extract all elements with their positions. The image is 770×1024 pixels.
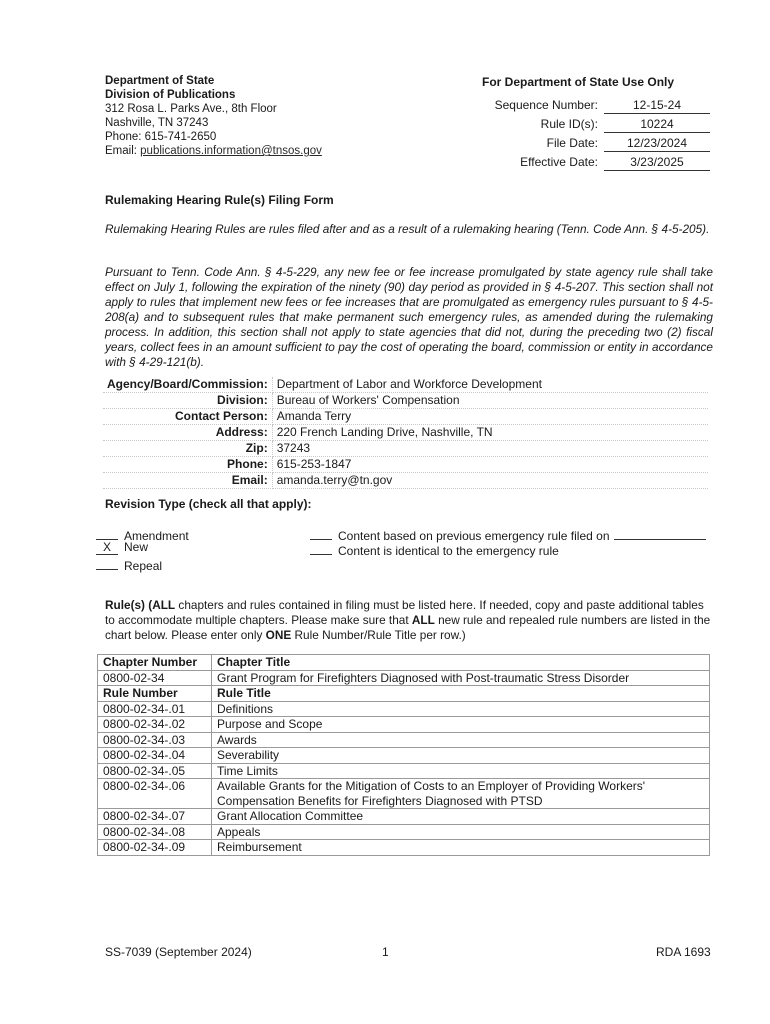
chapter-title-header: Chapter Title xyxy=(212,655,710,671)
address-value[interactable]: 220 French Landing Drive, Nashville, TN xyxy=(272,425,708,441)
email-value[interactable]: amanda.terry@tn.gov xyxy=(272,473,708,489)
repeal-label: Repeal xyxy=(124,559,163,573)
zip-value[interactable]: 37243 xyxy=(272,441,708,457)
sequence-number-field xyxy=(470,98,710,116)
dept-email-link[interactable]: publications.information@tnsos.gov xyxy=(140,145,322,157)
chapter-row xyxy=(98,670,710,686)
effective-date-field xyxy=(470,155,710,173)
rules-intro-p3: chapters and rules contained in filing must be listed here. If needed, copy and paste additional tables to accommodate multiple chapters. Please make sure that xyxy=(105,598,704,627)
rule-number-cell[interactable]: 0800-02-34-.07 xyxy=(98,809,212,825)
table-row xyxy=(98,840,710,856)
file-date-field xyxy=(470,136,710,154)
rule-title-cell[interactable]: Awards xyxy=(212,732,710,748)
table-row xyxy=(98,717,710,733)
agency-info-table xyxy=(103,377,708,489)
new-label: New xyxy=(124,540,149,554)
phone-value[interactable]: 615-253-1847 xyxy=(272,457,708,473)
footer-page-number: 1 xyxy=(382,945,389,959)
rule-title-cell[interactable]: Appeals xyxy=(212,824,710,840)
dept-address-line1: 312 Rosa L. Parks Ave., 8th Floor xyxy=(105,103,277,115)
previous-emergency-checkbox[interactable] xyxy=(310,525,332,540)
rules-table xyxy=(97,654,710,856)
rule-number-cell[interactable]: 0800-02-34-.02 xyxy=(98,717,212,733)
revision-previous-emergency[interactable] xyxy=(310,525,706,543)
file-date-label: File Date: xyxy=(546,136,598,150)
rule-header-row xyxy=(98,686,710,702)
effective-date-value[interactable]: 3/23/2025 xyxy=(604,155,710,171)
use-only-title: For Department of State Use Only xyxy=(482,75,675,89)
phone-row xyxy=(103,457,708,473)
agency-label: Agency/Board/Commission: xyxy=(103,377,272,393)
revision-repeal[interactable] xyxy=(96,555,163,573)
emergency-filed-date-blank[interactable] xyxy=(614,526,706,540)
email-label: Email: xyxy=(103,473,272,489)
rules-intro-p5: new rule and repealed rule numbers are listed in the chart below. Please enter only xyxy=(105,613,711,642)
chapter-title-cell[interactable]: Grant Program for Firefighters Diagnosed with Post-traumatic Stress Disorder xyxy=(212,670,710,686)
rule-title-cell[interactable]: Severability xyxy=(212,748,710,764)
rules-intro-all1: ALL xyxy=(152,598,176,612)
rules-intro-one: ONE xyxy=(265,628,292,642)
table-row xyxy=(98,779,710,809)
rule-id-value[interactable]: 10224 xyxy=(604,117,710,133)
rule-title-cell[interactable]: Purpose and Scope xyxy=(212,717,710,733)
phone-label: Phone: xyxy=(103,457,272,473)
identical-emergency-label: Content is identical to the emergency rule xyxy=(338,544,559,558)
dept-email-label: Email: xyxy=(105,145,141,157)
table-row xyxy=(98,824,710,840)
file-date-value[interactable]: 12/23/2024 xyxy=(604,136,710,152)
division-label: Division: xyxy=(103,393,272,409)
table-row xyxy=(98,701,710,717)
agency-row xyxy=(103,377,708,393)
new-checkbox[interactable]: X xyxy=(96,540,118,555)
email-row xyxy=(103,473,708,489)
division-value[interactable]: Bureau of Workers' Compensation xyxy=(272,393,708,409)
dept-phone: Phone: 615-741-2650 xyxy=(105,131,217,143)
division-row xyxy=(103,393,708,409)
rules-intro-paragraph xyxy=(105,598,713,643)
rule-title-header: Rule Title xyxy=(212,686,710,702)
rule-title-cell[interactable]: Available Grants for the Mitigation of Costs to an Employer of Providing Workers' Compensation Benefits for Firefighters Diagnosed with PTSD xyxy=(212,779,710,809)
table-row xyxy=(98,748,710,764)
dept-name: Department of State xyxy=(105,75,215,87)
footer-form-id: SS-7039 (September 2024) xyxy=(105,945,252,959)
rule-number-header: Rule Number xyxy=(98,686,212,702)
dept-address-line2: Nashville, TN 37243 xyxy=(105,117,209,129)
address-row xyxy=(103,425,708,441)
rule-title-cell[interactable]: Reimbursement xyxy=(212,840,710,856)
agency-value[interactable]: Department of Labor and Workforce Development xyxy=(272,377,708,393)
chapter-number-header: Chapter Number xyxy=(98,655,212,671)
contact-value[interactable]: Amanda Terry xyxy=(272,409,708,425)
identical-emergency-checkbox[interactable] xyxy=(310,540,332,555)
table-row xyxy=(98,763,710,779)
rule-number-cell[interactable]: 0800-02-34-.03 xyxy=(98,732,212,748)
contact-row xyxy=(103,409,708,425)
revision-amendment[interactable] xyxy=(96,525,189,543)
rule-title-cell[interactable]: Definitions xyxy=(212,701,710,717)
zip-label: Zip: xyxy=(103,441,272,457)
table-row xyxy=(98,809,710,825)
rules-intro-p1: Rule(s) ( xyxy=(105,598,153,612)
intro-paragraph: Rulemaking Hearing Rules are rules filed after and as a result of a rulemaking hearing (Tenn. Code Ann. § 4-5-205). xyxy=(105,222,710,236)
zip-row xyxy=(103,441,708,457)
sequence-number-label: Sequence Number: xyxy=(494,98,598,112)
rule-id-label: Rule ID(s): xyxy=(540,117,598,131)
repeal-checkbox[interactable] xyxy=(96,555,118,570)
rule-title-cell[interactable]: Time Limits xyxy=(212,763,710,779)
rule-number-cell[interactable]: 0800-02-34-.09 xyxy=(98,840,212,856)
rule-id-field xyxy=(470,117,710,135)
amendment-checkbox[interactable] xyxy=(96,525,118,540)
table-row xyxy=(98,732,710,748)
chapter-number-cell[interactable]: 0800-02-34 xyxy=(98,670,212,686)
pursuant-paragraph: Pursuant to Tenn. Code Ann. § 4-5-229, any new fee or fee increase promulgated by state agency rule shall take effect on July 1, following the expiration of the ninety (90) day period as provided in § 4-5-207. This section shall not apply to rules that implement new fees or fee increases that are promulgated as emergency rules pursuant to § 4-5-208(a) and to subsequent rules that make permanent such emergency rules, as amended during the rulemaking process. In addition, this section shall not apply to state agencies that did not, during the preceding two (2) fiscal years, collect fees in an amount sufficient to pay the cost of operating the board, commission or entity in accordance with § 4-29-121(b). xyxy=(105,265,713,369)
effective-date-label: Effective Date: xyxy=(520,155,598,169)
rules-intro-p7: Rule Number/Rule Title per row.) xyxy=(291,628,466,642)
rule-number-cell[interactable]: 0800-02-34-.08 xyxy=(98,824,212,840)
rule-number-cell[interactable]: 0800-02-34-.05 xyxy=(98,763,212,779)
revision-identical-emergency[interactable] xyxy=(310,540,559,558)
address-label: Address: xyxy=(103,425,272,441)
revision-type-title: Revision Type (check all that apply): xyxy=(105,497,312,511)
rule-title-cell[interactable]: Grant Allocation Committee xyxy=(212,809,710,825)
revision-new[interactable] xyxy=(96,540,148,555)
amendment-label: Amendment xyxy=(124,529,189,543)
form-title: Rulemaking Hearing Rule(s) Filing Form xyxy=(105,193,334,207)
rule-number-cell[interactable]: 0800-02-34-.04 xyxy=(98,748,212,764)
footer-rda: RDA 1693 xyxy=(656,945,711,959)
rule-number-cell[interactable]: 0800-02-34-.06 xyxy=(98,779,212,809)
rules-intro-all2: ALL xyxy=(411,613,435,627)
previous-emergency-label: Content based on previous emergency rule filed on xyxy=(338,529,610,543)
dept-email-line xyxy=(105,144,405,158)
division-name: Division of Publications xyxy=(105,89,236,101)
chapter-header-row xyxy=(98,655,710,671)
sequence-number-value[interactable]: 12-15-24 xyxy=(604,98,710,114)
department-address-block xyxy=(105,74,405,158)
contact-label: Contact Person: xyxy=(103,409,272,425)
rule-number-cell[interactable]: 0800-02-34-.01 xyxy=(98,701,212,717)
